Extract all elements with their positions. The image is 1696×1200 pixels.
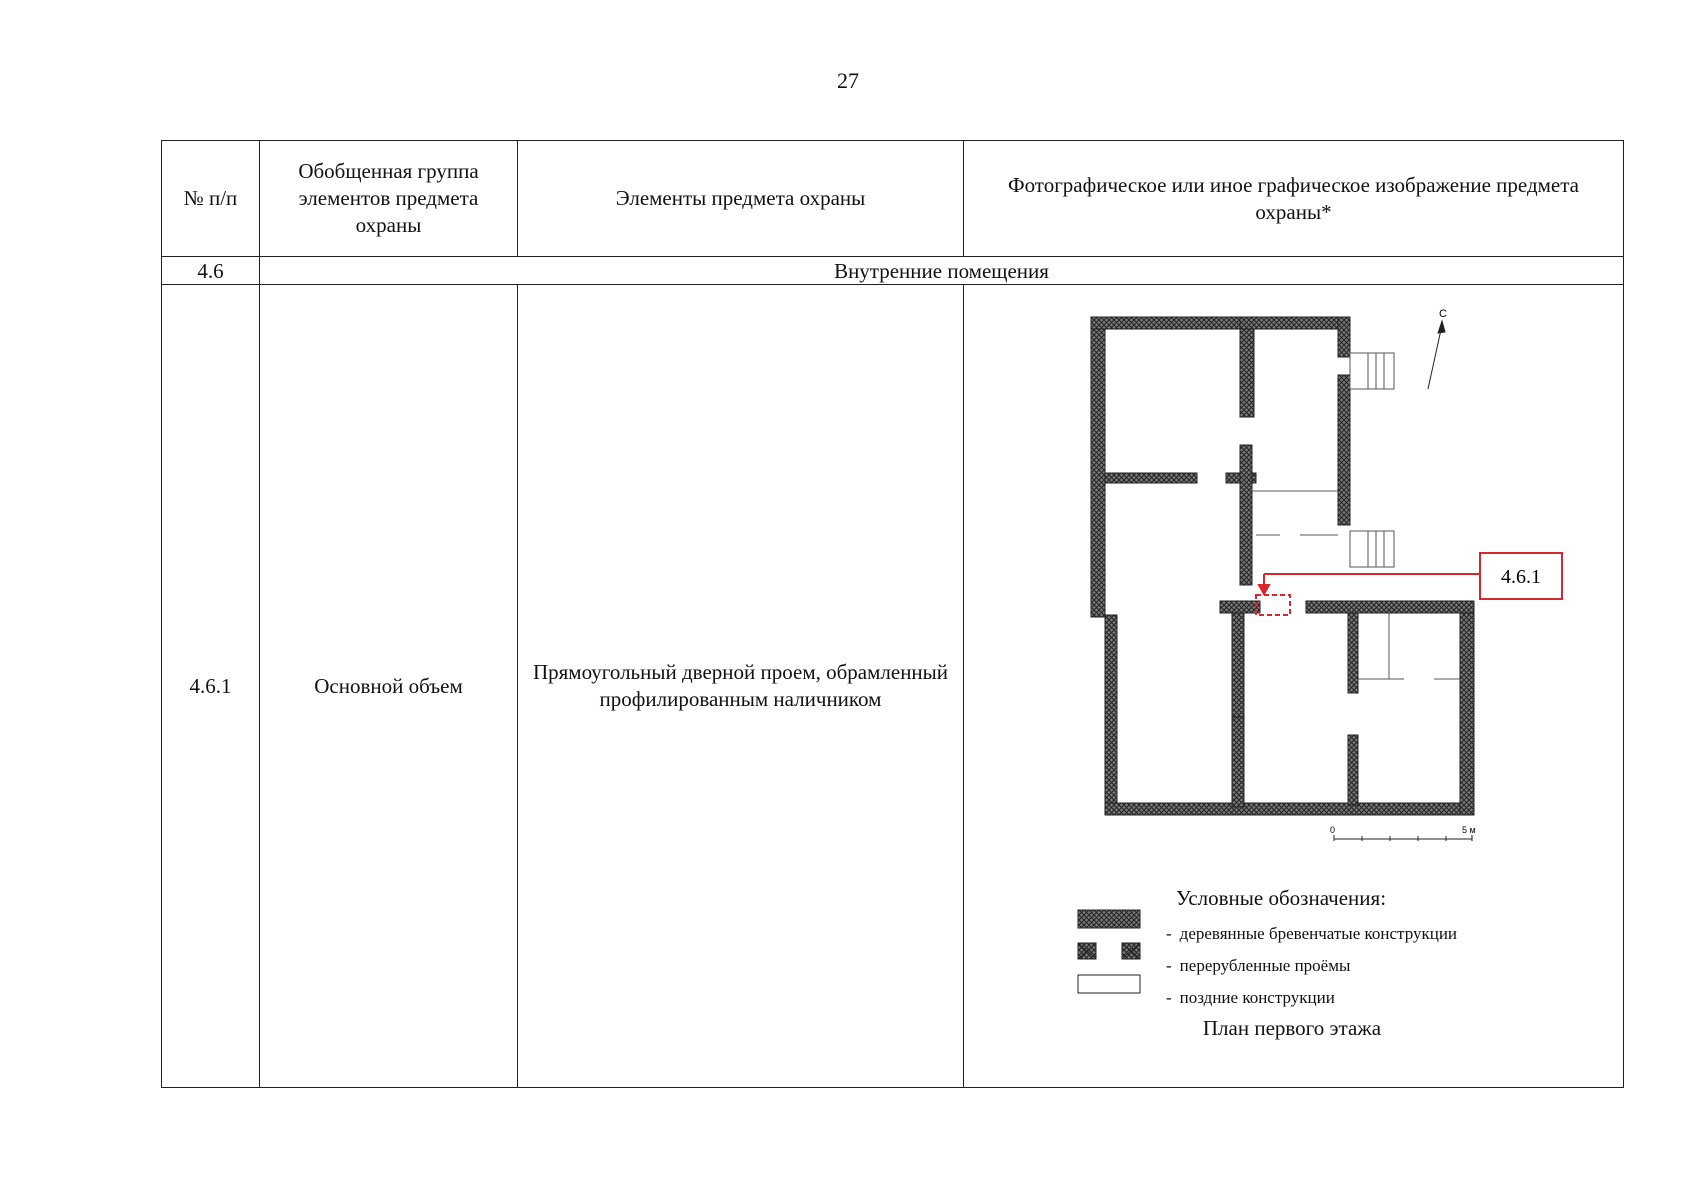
legend-label: деревянные бревенчатые конструкции	[1179, 923, 1458, 943]
section-row	[162, 257, 1624, 285]
header-num: № п/п	[162, 141, 260, 257]
north-arrow-icon	[1428, 321, 1445, 389]
plan-caption: План первого этажа	[1202, 1016, 1382, 1040]
legend-title: Условные обозначения:	[1176, 886, 1387, 910]
legend-dash: -	[1166, 955, 1172, 975]
table-row	[162, 285, 1624, 1088]
protection-table	[161, 140, 1624, 1088]
header-row	[162, 141, 1624, 257]
section-title: Внутренние помещения	[260, 257, 1624, 285]
image-cell	[964, 285, 1624, 1088]
legend-item	[1076, 986, 1335, 1008]
row-element: Прямоугольный дверной проем, обрамленный профилированным наличником	[518, 285, 964, 1088]
scale-bar	[1334, 835, 1472, 841]
legend-dash: -	[1166, 923, 1172, 943]
scale-end: 5 м	[1462, 825, 1476, 835]
section-num: 4.6	[162, 257, 260, 285]
north-label: С	[1439, 308, 1447, 320]
legend-dash: -	[1166, 987, 1172, 1007]
callout-label: 4.6.1	[1501, 566, 1541, 588]
legend-label: поздние конструкции	[1179, 987, 1335, 1007]
header-elements: Элементы предмета охраны	[518, 141, 964, 257]
legend-label: перерубленные проёмы	[1179, 955, 1351, 975]
header-image: Фотографическое или иное графическое изображение предмета охраны*	[964, 141, 1624, 257]
page-number: 27	[837, 68, 859, 93]
floor-plan-walls	[1091, 317, 1474, 815]
header-group: Обобщенная группа элементов предмета охраны	[260, 141, 518, 257]
row-num: 4.6.1	[162, 285, 260, 1088]
row-group: Основной объем	[260, 285, 518, 1088]
legend-item	[1076, 922, 1457, 944]
scale-start: 0	[1330, 825, 1336, 835]
legend-item	[1076, 954, 1350, 976]
